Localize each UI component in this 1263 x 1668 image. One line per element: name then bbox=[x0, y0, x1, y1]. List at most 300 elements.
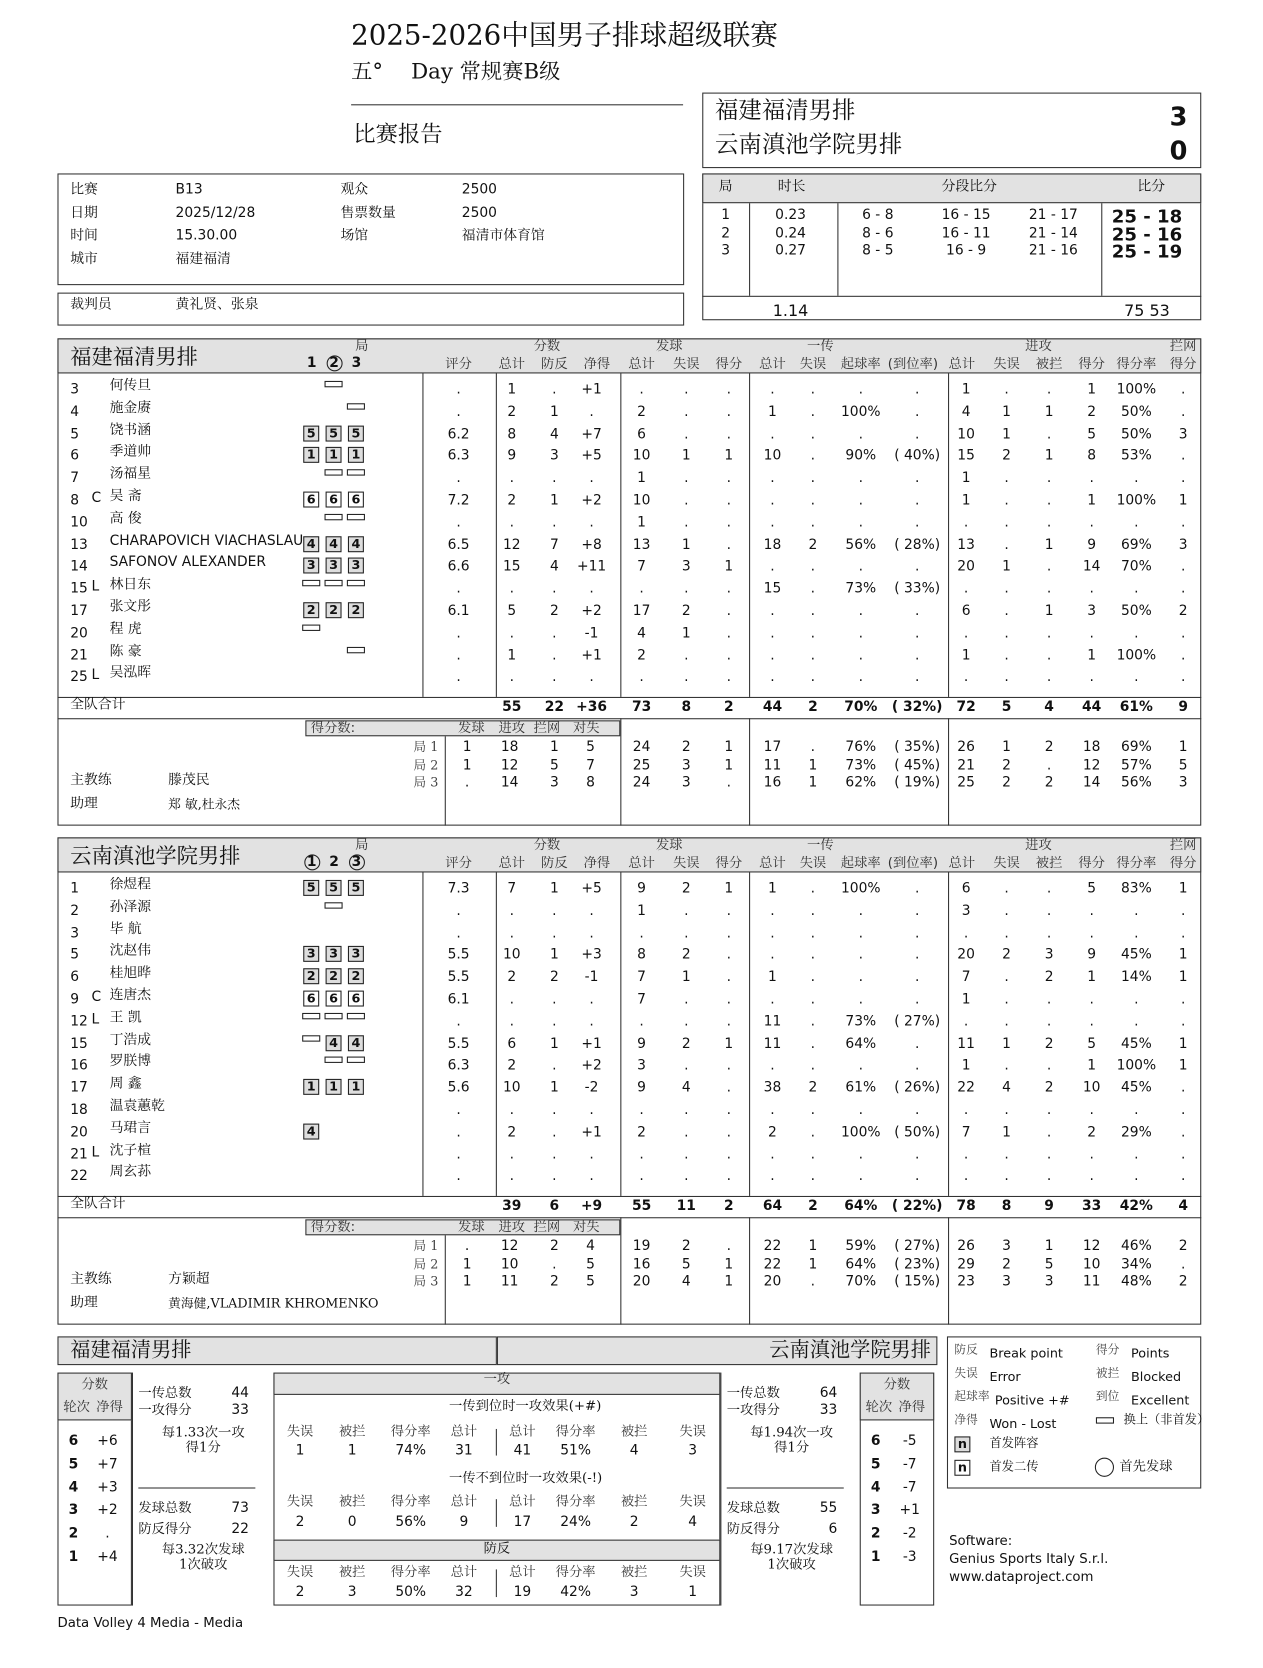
stat-cell: . bbox=[1180, 381, 1186, 398]
serve-total-value: 55 bbox=[819, 1500, 838, 1517]
legend-substitution-label: 换上（非首发） bbox=[1123, 1411, 1210, 1427]
stat-cell: +3 bbox=[581, 947, 602, 964]
column-header: 总计 bbox=[628, 355, 655, 372]
stat-cell: . bbox=[1089, 925, 1094, 942]
stat-cell: 6.5 bbox=[447, 536, 470, 553]
team-total-cell: ( 22%) bbox=[891, 1198, 943, 1215]
stat-cell: 2 bbox=[507, 969, 517, 986]
set-scoring-cell: 12 bbox=[500, 1238, 519, 1255]
section-value: 2 bbox=[295, 1514, 305, 1531]
stat-cell: . bbox=[684, 581, 689, 598]
column-header: 失误 bbox=[993, 854, 1020, 871]
team-total-cell: ( 32%) bbox=[891, 699, 943, 716]
rotation-net: +2 bbox=[97, 1502, 118, 1519]
legend-definition: Points bbox=[1131, 1345, 1170, 1361]
set-final-score: 25 - 19 bbox=[1111, 241, 1183, 263]
stat-cell: . bbox=[639, 1168, 644, 1185]
stat-cell: . bbox=[1046, 669, 1052, 686]
set-stat-cell: 25 bbox=[957, 774, 975, 791]
player-number: 13 bbox=[70, 536, 88, 553]
set-row-label: 局 2 bbox=[413, 757, 439, 772]
stat-cell: . bbox=[1180, 559, 1186, 575]
stat-cell: . bbox=[456, 581, 461, 598]
partial-score-8: 8 - 6 bbox=[862, 225, 894, 241]
assistant-names: 黄海健,VLADIMIR KHROMENKO bbox=[168, 1295, 379, 1311]
legend-definition: Break point bbox=[989, 1345, 1063, 1361]
stat-cell: . bbox=[770, 947, 775, 964]
set-stat-cell: 5 bbox=[681, 1256, 691, 1273]
player-name: 张文彤 bbox=[109, 599, 152, 615]
stat-cell: 2 bbox=[637, 1124, 646, 1141]
column-header: 总计 bbox=[498, 854, 526, 871]
sideout-points-value: 33 bbox=[819, 1402, 838, 1419]
team-total-cell: 78 bbox=[956, 1198, 976, 1215]
stat-cell: -1 bbox=[584, 625, 599, 642]
title-underline bbox=[351, 104, 683, 105]
player-number: 15 bbox=[70, 1035, 88, 1052]
starting-position-box: 1 bbox=[326, 1079, 342, 1095]
column-group-header: 发球 bbox=[655, 836, 683, 853]
rotation-number: 6 bbox=[68, 1433, 79, 1450]
column-header: 被拦 bbox=[1035, 355, 1063, 372]
team-total-cell: 5 bbox=[1001, 699, 1012, 716]
column-header: 得分率 bbox=[1116, 854, 1157, 871]
starting-position-box: 1 bbox=[303, 1079, 319, 1095]
stat-cell: 1 bbox=[549, 947, 559, 964]
player-number: 21 bbox=[70, 647, 88, 664]
stat-cell: . bbox=[1180, 669, 1186, 686]
stat-cell: . bbox=[509, 1146, 514, 1163]
stat-cell: . bbox=[1046, 514, 1052, 531]
stat-cell: 1 bbox=[724, 559, 734, 575]
stat-cell: . bbox=[509, 514, 514, 531]
set-duration: 0.27 bbox=[775, 242, 806, 259]
team-total-cell: 61% bbox=[1119, 699, 1153, 716]
stat-cell: 1 bbox=[1002, 426, 1011, 443]
set-scoring-cell: 1 bbox=[462, 757, 472, 773]
set-stat-cell: ( 15%) bbox=[894, 1273, 941, 1290]
stat-cell: . bbox=[1004, 1146, 1009, 1163]
player-name: 吴 斋 bbox=[109, 488, 142, 505]
stat-cell: . bbox=[770, 1146, 775, 1163]
section-value: 3 bbox=[688, 1442, 698, 1459]
substitution-icon bbox=[302, 1013, 320, 1019]
set-number-header: 1 bbox=[306, 355, 317, 372]
stat-cell: 100% bbox=[1116, 647, 1157, 664]
team-total-label: 全队合计 bbox=[70, 696, 126, 713]
stat-cell: . bbox=[552, 1124, 557, 1141]
starting-position-box: 4 bbox=[326, 1035, 342, 1051]
stat-cell: 45% bbox=[1120, 1035, 1152, 1052]
set-stat-cell: 5 bbox=[1178, 757, 1188, 773]
block-group-header: 拦网 bbox=[1169, 836, 1197, 853]
stat-cell: . bbox=[589, 514, 594, 531]
set-stat-cell: 1 bbox=[724, 757, 734, 773]
team-total-cell: 4 bbox=[1044, 699, 1054, 716]
stat-cell: . bbox=[684, 1013, 689, 1030]
set-stat-cell: 3 bbox=[1002, 1238, 1011, 1255]
stat-cell: 8 bbox=[1087, 448, 1097, 465]
stat-cell: . bbox=[1089, 1146, 1094, 1163]
stat-cell: +1 bbox=[581, 381, 602, 398]
stat-cell: . bbox=[914, 991, 920, 1008]
stat-cell: . bbox=[1004, 1168, 1009, 1185]
stat-cell: ( 50%) bbox=[894, 1124, 941, 1141]
starting-position-box: 3 bbox=[326, 558, 342, 574]
stat-cell: . bbox=[684, 1102, 689, 1119]
stat-cell: . bbox=[810, 903, 816, 920]
legend-term: 到位 bbox=[1095, 1389, 1120, 1404]
stat-cell: 6.3 bbox=[447, 448, 470, 465]
stat-cell: . bbox=[456, 903, 461, 920]
section-col-header: 得分率 bbox=[555, 1492, 596, 1509]
stat-cell: 1 bbox=[637, 514, 646, 531]
stat-cell: . bbox=[1004, 1102, 1009, 1119]
team-total-cell: 2 bbox=[808, 1198, 818, 1215]
stat-cell: . bbox=[552, 1146, 557, 1163]
stat-cell: 14% bbox=[1120, 969, 1152, 986]
stat-cell: 1 bbox=[1044, 603, 1054, 620]
set-scoring-cell: 5 bbox=[586, 739, 595, 756]
set-stat-cell: 73% bbox=[845, 757, 877, 773]
player-name: 王 凯 bbox=[109, 1009, 142, 1026]
column-header: 得分 bbox=[1078, 854, 1105, 871]
stat-cell: 5.6 bbox=[447, 1080, 470, 1097]
stat-cell: . bbox=[1046, 381, 1052, 398]
legend-starter-label: 首发阵容 bbox=[989, 1435, 1039, 1451]
stat-cell: . bbox=[509, 470, 514, 487]
stat-cell: . bbox=[858, 1102, 863, 1119]
stat-cell: . bbox=[1089, 514, 1094, 531]
stat-cell: 73% bbox=[845, 1013, 877, 1030]
stat-cell: . bbox=[1134, 1102, 1139, 1119]
set-stat-cell: 4 bbox=[681, 1273, 691, 1290]
stat-cell: . bbox=[1089, 470, 1094, 487]
match-value: B13 bbox=[175, 181, 203, 198]
legend-term: 防反 bbox=[954, 1342, 978, 1357]
stat-cell: 3 bbox=[1178, 426, 1188, 443]
section-col-header: 得分率 bbox=[555, 1563, 596, 1579]
stat-cell: . bbox=[858, 625, 863, 642]
set-stat-cell: 1 bbox=[808, 1238, 818, 1255]
stat-cell: . bbox=[1004, 536, 1009, 553]
first-serve-circle-icon: 2 bbox=[326, 355, 342, 371]
match-info-box bbox=[57, 173, 684, 285]
stat-cell: 2 bbox=[507, 1058, 517, 1074]
stat-cell: . bbox=[858, 381, 863, 398]
set-stat-cell: 11 bbox=[763, 757, 782, 773]
stat-cell: . bbox=[726, 603, 732, 620]
date-label: 日期 bbox=[70, 205, 98, 222]
stat-cell: . bbox=[963, 581, 969, 598]
stat-cell: . bbox=[726, 1124, 732, 1141]
stat-cell: . bbox=[770, 903, 775, 920]
set-stat-cell: 20 bbox=[763, 1273, 782, 1290]
stat-cell: 10 bbox=[502, 1080, 521, 1097]
stat-cell: . bbox=[1089, 625, 1094, 642]
player-number: 2 bbox=[70, 903, 80, 920]
stat-cell: 5 bbox=[1087, 426, 1097, 443]
column-header: 得分 bbox=[1169, 854, 1197, 871]
block-group-header: 拦网 bbox=[1169, 337, 1197, 354]
stat-cell: 100% bbox=[1116, 1058, 1157, 1074]
stat-cell: 2 bbox=[1044, 969, 1054, 986]
stat-cell: . bbox=[1180, 903, 1186, 920]
stat-cell: 5 bbox=[1087, 1035, 1097, 1052]
column-group-header: 一传 bbox=[807, 836, 834, 853]
scoring-column-header: 进攻 bbox=[498, 719, 526, 736]
stat-cell: 1 bbox=[961, 381, 971, 398]
player-name: 周 鑫 bbox=[109, 1075, 142, 1092]
stat-cell: . bbox=[1046, 1124, 1052, 1141]
column-header: 总计 bbox=[759, 854, 786, 871]
column-header: (到位率) bbox=[887, 355, 939, 372]
stat-cell: . bbox=[639, 581, 644, 598]
stat-cell: 6.2 bbox=[447, 426, 470, 443]
column-group-header: 进攻 bbox=[1025, 836, 1052, 853]
stat-cell: 20 bbox=[957, 559, 975, 575]
stat-cell: 10 bbox=[957, 426, 975, 443]
stat-cell: . bbox=[1046, 426, 1052, 443]
stat-cell: . bbox=[1004, 1058, 1009, 1074]
stat-cell: 5.5 bbox=[447, 947, 470, 964]
stat-cell: . bbox=[1004, 381, 1009, 398]
stat-cell: . bbox=[456, 647, 461, 664]
stat-cell: 56% bbox=[845, 536, 877, 553]
stat-cell: . bbox=[726, 1013, 732, 1030]
sets-group-header: 局 bbox=[355, 337, 369, 354]
stat-cell: 50% bbox=[1120, 426, 1152, 443]
set-stat-cell: 19 bbox=[632, 1238, 651, 1255]
coach-label: 主教练 bbox=[70, 1271, 112, 1288]
stat-cell: . bbox=[963, 1013, 969, 1030]
stat-cell: . bbox=[1134, 625, 1139, 642]
stat-cell: . bbox=[552, 1058, 557, 1074]
rotation-net: . bbox=[105, 1525, 110, 1542]
stat-cell: 1 bbox=[1002, 1124, 1011, 1141]
stat-cell: 1 bbox=[1087, 969, 1097, 986]
stat-cell: . bbox=[1089, 903, 1094, 920]
substitution-icon bbox=[302, 580, 320, 586]
stat-cell: 15 bbox=[502, 559, 521, 575]
team-total-label: 全队合计 bbox=[70, 1195, 126, 1212]
player-name: 高 俊 bbox=[109, 510, 142, 527]
stat-cell: . bbox=[1180, 1013, 1186, 1030]
stat-cell: . bbox=[589, 470, 594, 487]
stat-cell: . bbox=[914, 492, 920, 509]
team-total-cell: +36 bbox=[576, 699, 607, 716]
player-name: 沈赵伟 bbox=[109, 943, 152, 960]
stat-cell: . bbox=[684, 1146, 689, 1163]
section-col-header: 被拦 bbox=[620, 1563, 648, 1579]
set-scoring-cell: 2 bbox=[549, 1238, 559, 1255]
sideout-ratio: 每1.94次一攻 bbox=[750, 1423, 834, 1440]
stat-cell: . bbox=[858, 1168, 863, 1185]
match-label: 比赛 bbox=[70, 181, 98, 198]
footer-text: Data Volley 4 Media - Media bbox=[57, 1614, 244, 1631]
stat-cell: 7 bbox=[961, 1124, 971, 1141]
player-number: 17 bbox=[70, 603, 88, 620]
stat-cell: . bbox=[1089, 1102, 1094, 1119]
set-stat-cell: 22 bbox=[763, 1256, 782, 1273]
section-value: 9 bbox=[459, 1514, 469, 1531]
set-stat-cell: 12 bbox=[1082, 757, 1101, 773]
stat-cell: ( 26%) bbox=[894, 1080, 941, 1097]
set-scoring-cell: 1 bbox=[549, 739, 559, 756]
stat-cell: . bbox=[726, 1168, 732, 1185]
player-name: 周玄荪 bbox=[109, 1164, 152, 1181]
stat-cell: . bbox=[914, 1035, 920, 1052]
stat-cell: . bbox=[810, 969, 816, 986]
starting-position-box: 5 bbox=[326, 425, 342, 441]
column-header: 得分 bbox=[715, 854, 743, 871]
stat-cell: . bbox=[914, 647, 920, 664]
player-number: 18 bbox=[70, 1102, 88, 1119]
scoring-column-header: 进攻 bbox=[498, 1218, 526, 1235]
stat-cell: . bbox=[589, 581, 594, 598]
player-name: 丁浩成 bbox=[109, 1031, 152, 1048]
stat-cell: . bbox=[810, 470, 816, 487]
player-number: 12 bbox=[70, 1013, 88, 1030]
set-row-label: 局 3 bbox=[413, 774, 439, 790]
set-stat-cell: ( 19%) bbox=[894, 774, 941, 791]
stat-cell: . bbox=[726, 1058, 732, 1074]
starting-setter-position-box: 6 bbox=[326, 991, 342, 1007]
stat-cell: 1 bbox=[1002, 1035, 1011, 1052]
stat-cell: 38 bbox=[763, 1080, 782, 1097]
player-name: 汤福星 bbox=[109, 466, 152, 483]
starter-box-icon: n bbox=[954, 1436, 970, 1452]
player-name: 桂旭晔 bbox=[109, 965, 152, 982]
set-stat-cell: 1 bbox=[1178, 739, 1188, 756]
stat-cell: . bbox=[858, 669, 863, 686]
stat-cell: 3 bbox=[549, 448, 559, 465]
stat-cell: . bbox=[1134, 669, 1139, 686]
stat-cell: 3 bbox=[681, 559, 691, 575]
stat-cell: . bbox=[858, 492, 863, 509]
rotation-number: 5 bbox=[870, 1456, 881, 1473]
stat-cell: . bbox=[684, 492, 689, 509]
section-col-header: 总计 bbox=[509, 1422, 536, 1439]
set-stat-cell: . bbox=[1180, 1256, 1186, 1273]
stat-cell: . bbox=[810, 1013, 816, 1030]
section-value: 32 bbox=[455, 1584, 473, 1601]
section-col-header: 被拦 bbox=[620, 1422, 648, 1439]
stat-cell: 1 bbox=[724, 880, 734, 897]
scoring-column-header: 对失 bbox=[572, 719, 600, 736]
stat-cell: 8 bbox=[637, 947, 646, 964]
set-scoring-cell: . bbox=[464, 1238, 470, 1255]
stat-cell: 1 bbox=[549, 880, 559, 897]
stat-cell: 1 bbox=[637, 903, 646, 920]
city-label: 城市 bbox=[70, 251, 98, 268]
stat-cell: +1 bbox=[581, 1035, 602, 1052]
section-value: 31 bbox=[455, 1442, 473, 1459]
stat-cell: 73% bbox=[845, 581, 877, 598]
stat-cell: . bbox=[810, 1124, 816, 1141]
rotation-net: +7 bbox=[97, 1456, 118, 1473]
stat-cell: . bbox=[1180, 647, 1186, 664]
set-stat-cell: 10 bbox=[1082, 1256, 1101, 1273]
stat-cell: 4 bbox=[961, 404, 971, 421]
set-scoring-cell: 8 bbox=[586, 774, 595, 791]
stat-cell: 4 bbox=[637, 625, 646, 642]
stat-cell: +11 bbox=[576, 559, 607, 575]
set-stat-cell: 26 bbox=[957, 1238, 975, 1255]
stat-cell: . bbox=[810, 603, 816, 620]
stat-cell: . bbox=[810, 947, 816, 964]
stat-cell: . bbox=[552, 1168, 557, 1185]
stat-cell: 2 bbox=[808, 536, 818, 553]
stat-cell: 6 bbox=[961, 603, 971, 620]
set-stat-cell: 2 bbox=[681, 1238, 691, 1255]
stat-cell: +1 bbox=[581, 1124, 602, 1141]
set-stat-cell: 26 bbox=[957, 739, 975, 756]
stat-cell: . bbox=[509, 1168, 514, 1185]
stat-cell: 6.6 bbox=[447, 559, 470, 575]
serve-total-value: 73 bbox=[231, 1500, 249, 1517]
starting-position-box: 4 bbox=[303, 536, 319, 552]
partial-score-21: 21 - 17 bbox=[1028, 207, 1078, 224]
stat-cell: 1 bbox=[1002, 559, 1011, 575]
substitution-icon bbox=[347, 1057, 365, 1063]
stat-cell: . bbox=[810, 559, 816, 575]
starting-position-box: 5 bbox=[348, 880, 364, 896]
team-total-cell: 22 bbox=[544, 699, 564, 716]
set-stat-cell: 1 bbox=[724, 739, 734, 756]
stat-cell: 7 bbox=[637, 991, 646, 1008]
rotation-number: 2 bbox=[68, 1525, 79, 1542]
column-header: 被拦 bbox=[1035, 854, 1063, 871]
stat-cell: 10 bbox=[763, 448, 782, 465]
stat-cell: 3 bbox=[637, 1058, 646, 1074]
set-stat-cell: . bbox=[1046, 757, 1052, 773]
substitution-icon bbox=[347, 646, 365, 652]
stat-cell: . bbox=[1046, 470, 1052, 487]
set-scoring-cell: 11 bbox=[500, 1273, 519, 1290]
player-name: 马珺言 bbox=[109, 1120, 152, 1137]
stat-cell: 2 bbox=[637, 404, 646, 421]
scoring-column-header: 发球 bbox=[458, 1218, 485, 1235]
stat-cell: 1 bbox=[1178, 947, 1188, 964]
tickets-label: 售票数量 bbox=[340, 205, 396, 222]
stat-cell: . bbox=[858, 991, 863, 1008]
starting-position-box: 3 bbox=[348, 558, 364, 574]
rotation-header: 分数 bbox=[81, 1375, 108, 1392]
player-name: 林日东 bbox=[109, 576, 152, 593]
stat-cell: 1 bbox=[1044, 404, 1054, 421]
divider bbox=[132, 1373, 133, 1606]
stat-cell: . bbox=[810, 1035, 816, 1052]
stat-cell: 1 bbox=[507, 381, 517, 398]
stat-cell: 6 bbox=[507, 1035, 517, 1052]
player-number: 20 bbox=[70, 625, 88, 642]
sideout-title: 一攻 bbox=[483, 1370, 511, 1387]
rotation-net: -3 bbox=[902, 1549, 917, 1566]
section-split bbox=[496, 1569, 497, 1597]
section-value: 24% bbox=[560, 1514, 592, 1531]
stat-cell: . bbox=[1004, 903, 1009, 920]
stat-cell: 22 bbox=[957, 1080, 975, 1097]
set-stat-cell: 56% bbox=[1120, 774, 1152, 791]
column-group-header: 分数 bbox=[533, 337, 561, 354]
report-label: 比赛报告 bbox=[353, 121, 443, 147]
stat-cell: +2 bbox=[581, 492, 602, 509]
stat-cell: . bbox=[770, 559, 775, 575]
stat-cell: . bbox=[456, 514, 461, 531]
stat-cell: 1 bbox=[507, 647, 517, 664]
serve-total-label: 发球总数 bbox=[138, 1499, 192, 1516]
